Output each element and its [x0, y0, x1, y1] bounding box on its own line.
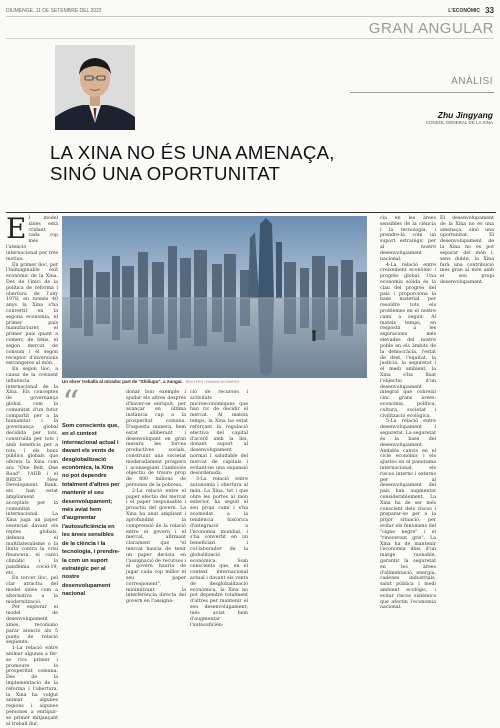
- author-role: CONSOL GENERAL DE LA XINA: [425, 120, 493, 125]
- body-paragraph: 5-La relació entre desenvolupament i seguretat. La seguretat és la base del desenvolupament. Ambdós canvis en el cicle econòmic i els ajustos en el panorama internacional, els riscos interns i externs per al desenvolupament del país han augmentat considerablement. La Xina ha de ser més conscient dels riscos i preparar-se per a la pitjor situació, per evitar els fenòmens del "cigne negre" i el "rinoceront gris". La Xina ha de mantenir l'economia dins d'un marge raonable, garantir la seguretat en les àrees d'alimentació, energia, cadenes industrials, salut pública i medi ambient ecològic, i evitar riscos sistèmics que afectin l'economia nacional.: [380, 419, 436, 611]
- headline-rule: [6, 212, 496, 213]
- body-paragraph: 2-La relació entre el paper efectiu del mercat i el paper responsable i proactiu del govern. La Xina ha anat ampliant i aprofundint la comprensió de la relació entre el govern i el mercat, afirmant clarament que "el mercat hauria de tenir un paper decisiu en l'assignació de recursos i el govern hauria de jugar cada cop millor el seu paper corresponent", minimitzant la interferència directa del govern en l'assigna-: [126, 488, 186, 605]
- page-header: [6, 6, 494, 17]
- body-paragraph: 1-La relació entre animar algunes a fer-se rics primer i promoure la prosperitat comuna. Des de la implementació de la reforma i l'obertura, la Xina ha volgut animar algunes regions i algunes persones a enriquir-se primer mitjançant el treball dur,: [6, 646, 58, 727]
- author-name: Zhu Jingyang: [437, 110, 493, 120]
- skyline-photo: [62, 216, 367, 378]
- body-paragraph: En tercer lloc, pel clar atractiu del model xinès com a alternativa a la modernització.: [6, 576, 58, 605]
- issue-date: DIUMENGE, 11 DE SETEMBRE DEL 2022: [6, 8, 102, 14]
- author-portrait: [55, 45, 135, 130]
- body-paragraph: En primer lloc, per l'inimaginable èxit econòmic de la Xina. Des de l'inici de la política de reforma i obertura de l'any 1978, en només 40 anys la Xina s'ha convertit en la segona economia, el primer país manufacturer, el primer país quant a comerç de béns, el segon mercat de consum i el segon receptor d'inversions estrangeres al món.: [6, 262, 58, 367]
- body-paragraph: cia en les àrees sensibles de la ciència i la tecnologia, i prendre-la com un suport estratègic per al nostre desenvolupament nacional.: [380, 216, 436, 262]
- portrait-image: [55, 45, 135, 130]
- body-paragraph: El model xinès està cridant cada cop més l'atenció internacional per tres motius:: [6, 212, 58, 262]
- pull-quote-text: Som conscients que, en el context internacional actual i davant els vents de desglobalització econòmica, la Xina no pot dependre totalment d'altres per mantenir el seu desenvolupament; més aviat hem d'augmentar l'autosuficiència en les àrees sensibles de la ciència i la tecnologia, i prendre-la com un suport estratègic per al nostre desenvolupament nacional: [62, 423, 120, 598]
- body-paragraph: En segon lloc, a causa de la creixent influència internacional de la Xina. Els conceptes de governança global, com la comunitat d'un futur compartit per a la humanitat i la governança global decidida per tots, construïda per tots i amb beneficis per a tots, i els bons públics globals que ofereix la Xina com ara "One Belt, One Road", l'AIIB i el BRICS New Development Bank, etc. han estat àmpliament acceptats per la comunitat internacional. La Xina juga un paper essencial davant els reptes globals, defensa el multilateralisme o la lluita contra la crisi financera, el canvi climàtic i la pandèmia covid-19, etc.: [6, 367, 58, 576]
- photo-caption: [62, 379, 367, 384]
- body-paragraph: donar bon exemple i ajudar els altres després d'haver-se enriquit, per avançar en última instància cap a la prosperitat comuna. D'aquesta manera, hem estat alliberant i desenvolupant en gran mesura les forces productives socials, construint una societat moderadament pròspera i aconseguint l'ambiciós objectiu de treure prop de 800 milions de persones de la pobresa.: [126, 390, 186, 488]
- section-title: GRAN ANGULAR: [368, 20, 494, 37]
- body-paragraph: ció de recursos i activitats microeconòmiques que han ric de decidir el mercat. Al mateix temps, la Xina ha estat reforçant la regulació efectiva del capital d'acord amb la llei, donant suport al desenvolupament normal i saludable del mercat de capitals i evitant-ne una expansió desordenada.: [190, 390, 248, 477]
- body-paragraph: Per explorar el model de desenvolupament xinès, recomano parar atenció als 5 punts de relació següents:: [6, 605, 58, 646]
- pull-quote: [62, 383, 120, 638]
- body-column-2: [126, 390, 186, 638]
- body-column-1: [6, 212, 58, 727]
- headline-line-2: SINÓ UNA OPORTUNITAT: [50, 163, 281, 184]
- page-number: 33: [485, 6, 494, 15]
- body-paragraph: 4-La relació entre creixement econòmic i progrés global. Una economia sòlida és la clau del progrés del país i proporciona la base material per resoldre tots els problemes en el nostre camí a seguir. Al mateix temps, en resposta a les aspiracions més elevades del nostre poble en els àmbits de la democràcia, l'estat de dret, l'equitat, la justícia, la seguretat i el medi ambient, la Xina s'ha fixat l'objectiu d'un desenvolupament integral que cobreixi cinc grans àrees: economia, política, cultura, societat i civilització ecològica.: [380, 262, 436, 419]
- caption-text: Un obrer treballa al mirador part de "Shiliupu", a Xangai.: [62, 379, 183, 384]
- label-divider: [350, 92, 494, 93]
- section-divider: [6, 38, 494, 39]
- body-column-5: [440, 216, 494, 638]
- newspaper-brand: L'ECONÒMIC: [448, 8, 480, 14]
- body-column-3: [190, 390, 248, 638]
- shanghai-skyline-image: [62, 216, 367, 378]
- body-paragraph: 3-La relació entre autonomia i obertura al món. La Xina, tot i que obre les portes al món exterior, ha seguit el seu propi camí i s'ha acomodat a la tendència històrica d'integració a l'economia mundial, i s'ha convertit en un beneficiari i col·laborador de la globalització econòmica. Som conscients que, en el context internacional actual i davant els vents de desglobalització econòmica, la Xina no pot dependre totalment d'altres per mantenir el seu desenvolupament; més aviat hem d'augmentar l'autosuficièn-: [190, 477, 248, 628]
- article-type-label: ANÀLISI: [451, 76, 493, 87]
- headline-line-1: LA XINA NO ÉS UNA AMENAÇA,: [50, 142, 335, 163]
- quote-mark-icon: “: [62, 383, 80, 423]
- body-column-4: [380, 216, 436, 638]
- photo-credit: REUTERS / DADIMA SCOMEDO: [185, 380, 240, 384]
- body-paragraph: El desenvolupament de la Xina no és una amenaça, sinó una oportunitat. El desenvolupament de la Xina no es pot separar del món i, sens dubte, la Xina farà una contribució més gran al món amb el seu propi desenvolupament.: [440, 216, 494, 285]
- headline: [50, 142, 490, 184]
- drop-cap: E: [6, 212, 27, 245]
